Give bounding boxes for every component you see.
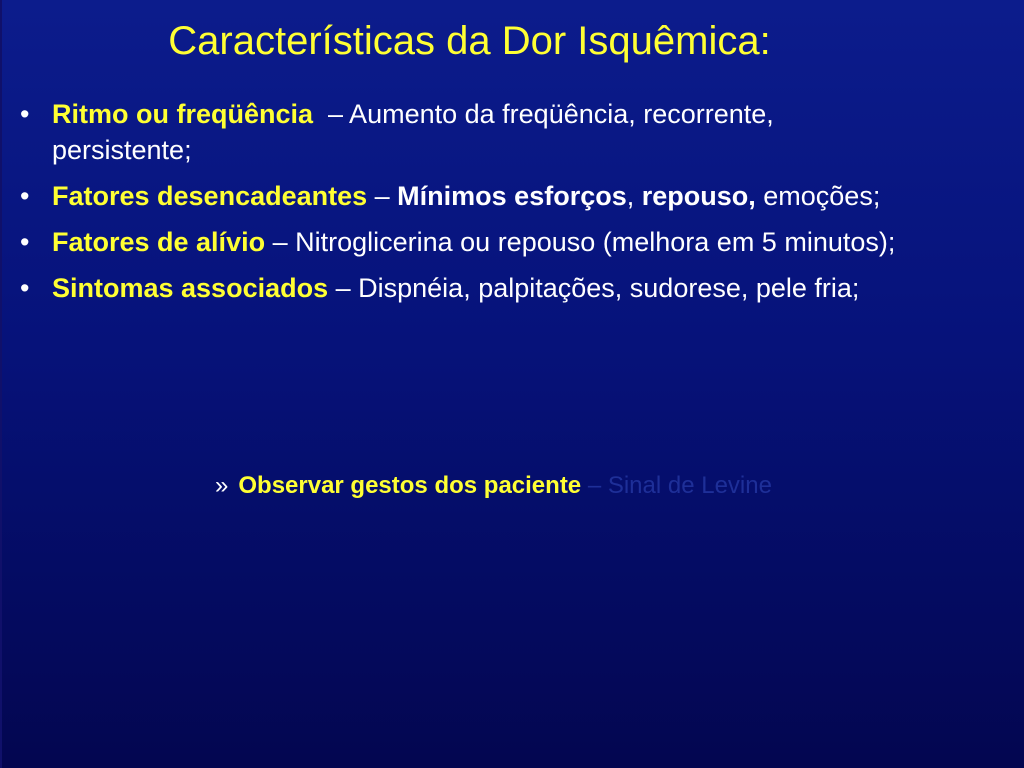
bullet-separator: – xyxy=(367,181,398,211)
bullet-text: – Nitroglicerina ou repouso (melhora em 5 minutos); xyxy=(265,227,896,257)
bullet-term: Sintomas associados xyxy=(52,273,329,303)
bullet-term: Fatores desencadeantes xyxy=(52,181,368,211)
bullet-text: , xyxy=(626,181,642,211)
bullet-item xyxy=(18,96,918,168)
bullet-list xyxy=(18,96,918,316)
bullet-bold-text: Mínimos esforços xyxy=(397,181,627,211)
raquo-icon: » xyxy=(215,472,229,499)
sub-bullet-term: Observar gestos dos paciente xyxy=(238,472,582,499)
bullet-term: Ritmo ou freqüência xyxy=(52,99,314,129)
bullet-item xyxy=(18,224,918,260)
bullet-icon: • xyxy=(20,99,30,129)
bullet-text: – Aumento da freqüência, recorrente, persistente; xyxy=(52,99,782,165)
sub-bullet xyxy=(215,469,995,503)
sub-bullet-text: – Sinal de Levine xyxy=(581,472,772,499)
bullet-item xyxy=(18,178,918,214)
slide-title: Características da Dor Isquêmica: xyxy=(168,19,771,63)
bullet-text: emoções; xyxy=(755,181,881,211)
bullet-term: Fatores de alívio xyxy=(52,227,266,257)
bullet-icon: • xyxy=(20,273,30,303)
bullet-text: – Dispnéia, palpitações, sudorese, pele fria; xyxy=(328,273,860,303)
bullet-icon: • xyxy=(20,181,30,211)
bullet-item xyxy=(18,270,918,306)
bullet-bold-text: repouso, xyxy=(641,181,756,211)
bullet-icon: • xyxy=(20,227,30,257)
